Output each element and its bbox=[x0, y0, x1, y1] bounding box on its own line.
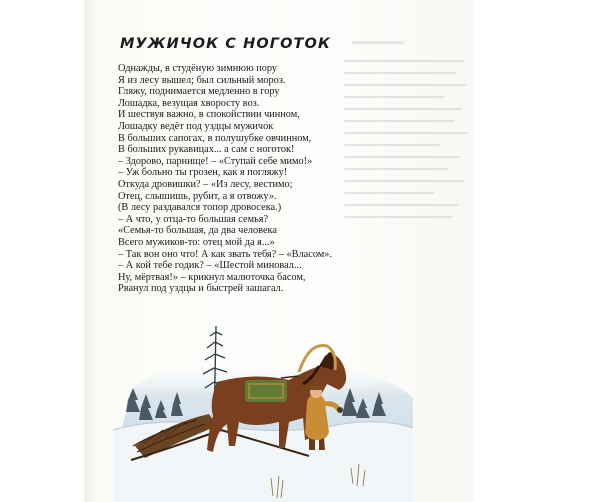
poem-line: – А кой тебе годик? – «Шестой миновал... bbox=[118, 260, 302, 272]
poem-line: И шествуя важно, в спокойствии чинном, bbox=[118, 109, 300, 121]
poem-line: Лошадка, везущая хворосту воз. bbox=[118, 97, 260, 109]
poem-line: Однажды, в студёную зимнюю пору bbox=[118, 63, 278, 74]
poem-title: МУЖИЧОК С НОГОТОК bbox=[120, 36, 331, 52]
poem-line: «Семья-то большая, да два человека bbox=[118, 225, 277, 237]
poem-line: – А что, у отца-то большая семья? bbox=[118, 213, 269, 225]
poem-line: Ну, мёртвая!» – крикнул малюточка басом, bbox=[118, 271, 306, 283]
poem-line: (В лесу раздавался топор дровосека.) bbox=[118, 202, 282, 214]
poem-line: Я из лесу вышел; был сильный мороз. bbox=[118, 74, 286, 86]
poem-line: Всего мужиков-то: отец мой да я...» bbox=[118, 236, 275, 248]
poem-line: – Здорово, парнище! – «Ступай себе мимо!» bbox=[118, 155, 313, 167]
poem-line: В больших сапогах, в полушубке овчинном, bbox=[118, 132, 312, 144]
winter-illustration bbox=[113, 318, 413, 502]
poem-text bbox=[118, 63, 418, 295]
poem-line: Гляжу, поднимается медленно в гору bbox=[118, 86, 280, 98]
poem-line: В больших рукавицах... а сам с ноготок! bbox=[118, 144, 295, 156]
poem-line: – Уж больно ты грозен, как я погляжу! bbox=[118, 167, 288, 179]
poem-line: Рванул под уздцы и быстрей зашагал. bbox=[118, 283, 284, 295]
poem-line: Лошадку ведёт под уздцы мужичок bbox=[118, 120, 274, 132]
poem-line: Откуда дровишки? – «Из лесу, вестимо; bbox=[118, 178, 293, 190]
poem-line: – Так вон оно что! А как звать тебя? – «Власом». bbox=[118, 248, 333, 260]
poem-line: Отец, слышишь, рубит, а я отвожу». bbox=[118, 190, 277, 202]
